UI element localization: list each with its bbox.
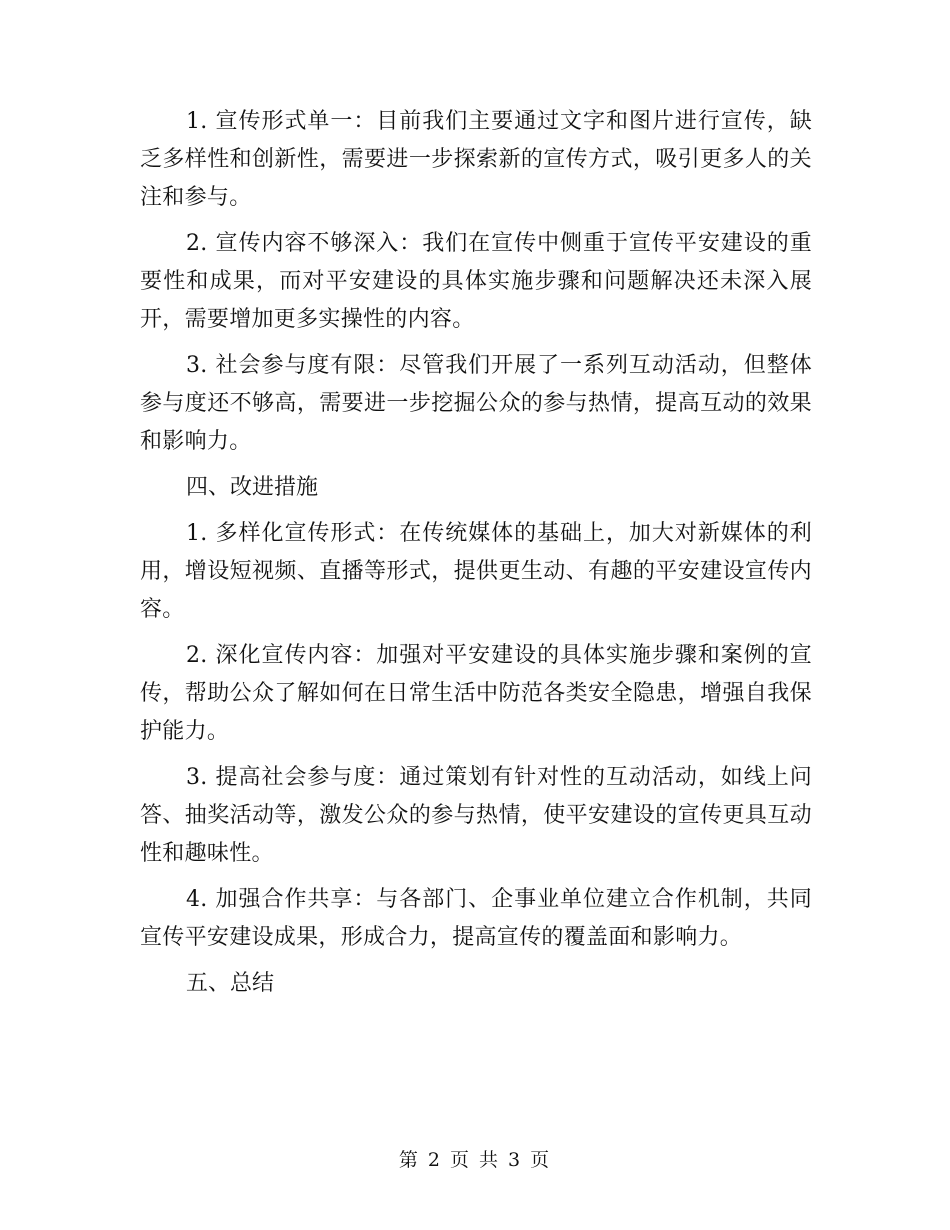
paragraph-measure-4: 4. 加强合作共享：与各部门、企事业单位建立合作机制，共同宣传平安建设成果，形成合力，提高宣传的覆盖面和影响力。	[140, 887, 812, 950]
paragraph-measure-3: 3. 提高社会参与度：通过策划有针对性的互动活动，如线上问答、抽奖活动等，激发公众的参与热情，使平安建设的宣传更具互动性和趣味性。	[140, 765, 812, 866]
document-body	[140, 103, 812, 1011]
page-number-footer: 第 2 页 共 3 页	[398, 1149, 552, 1171]
paragraph-problem-1: 1. 宣传形式单一：目前我们主要通过文字和图片进行宣传，缺乏多样性和创新性，需要进一步探索新的宣传方式，吸引更多人的关注和参与。	[140, 109, 812, 210]
section-heading-improvements: 四、改进措施	[186, 475, 319, 500]
paragraph-measure-1: 1. 多样化宣传形式：在传统媒体的基础上，加大对新媒体的利用，增设短视频、直播等形式，提供更生动、有趣的平安建设宣传内容。	[140, 521, 812, 622]
paragraph-problem-3: 3. 社会参与度有限：尽管我们开展了一系列互动活动，但整体参与度还不够高，需要进一步挖掘公众的参与热情，提高互动的效果和影响力。	[140, 353, 812, 454]
paragraph-problem-2: 2. 宣传内容不够深入：我们在宣传中侧重于宣传平安建设的重要性和成果，而对平安建设的具体实施步骤和问题解决还未深入展开，需要增加更多实操性的内容。	[140, 231, 812, 332]
section-heading-summary: 五、总结	[186, 971, 275, 996]
paragraph-measure-2: 2. 深化宣传内容：加强对平安建设的具体实施步骤和案例的宣传，帮助公众了解如何在日常生活中防范各类安全隐患，增强自我保护能力。	[140, 643, 812, 744]
